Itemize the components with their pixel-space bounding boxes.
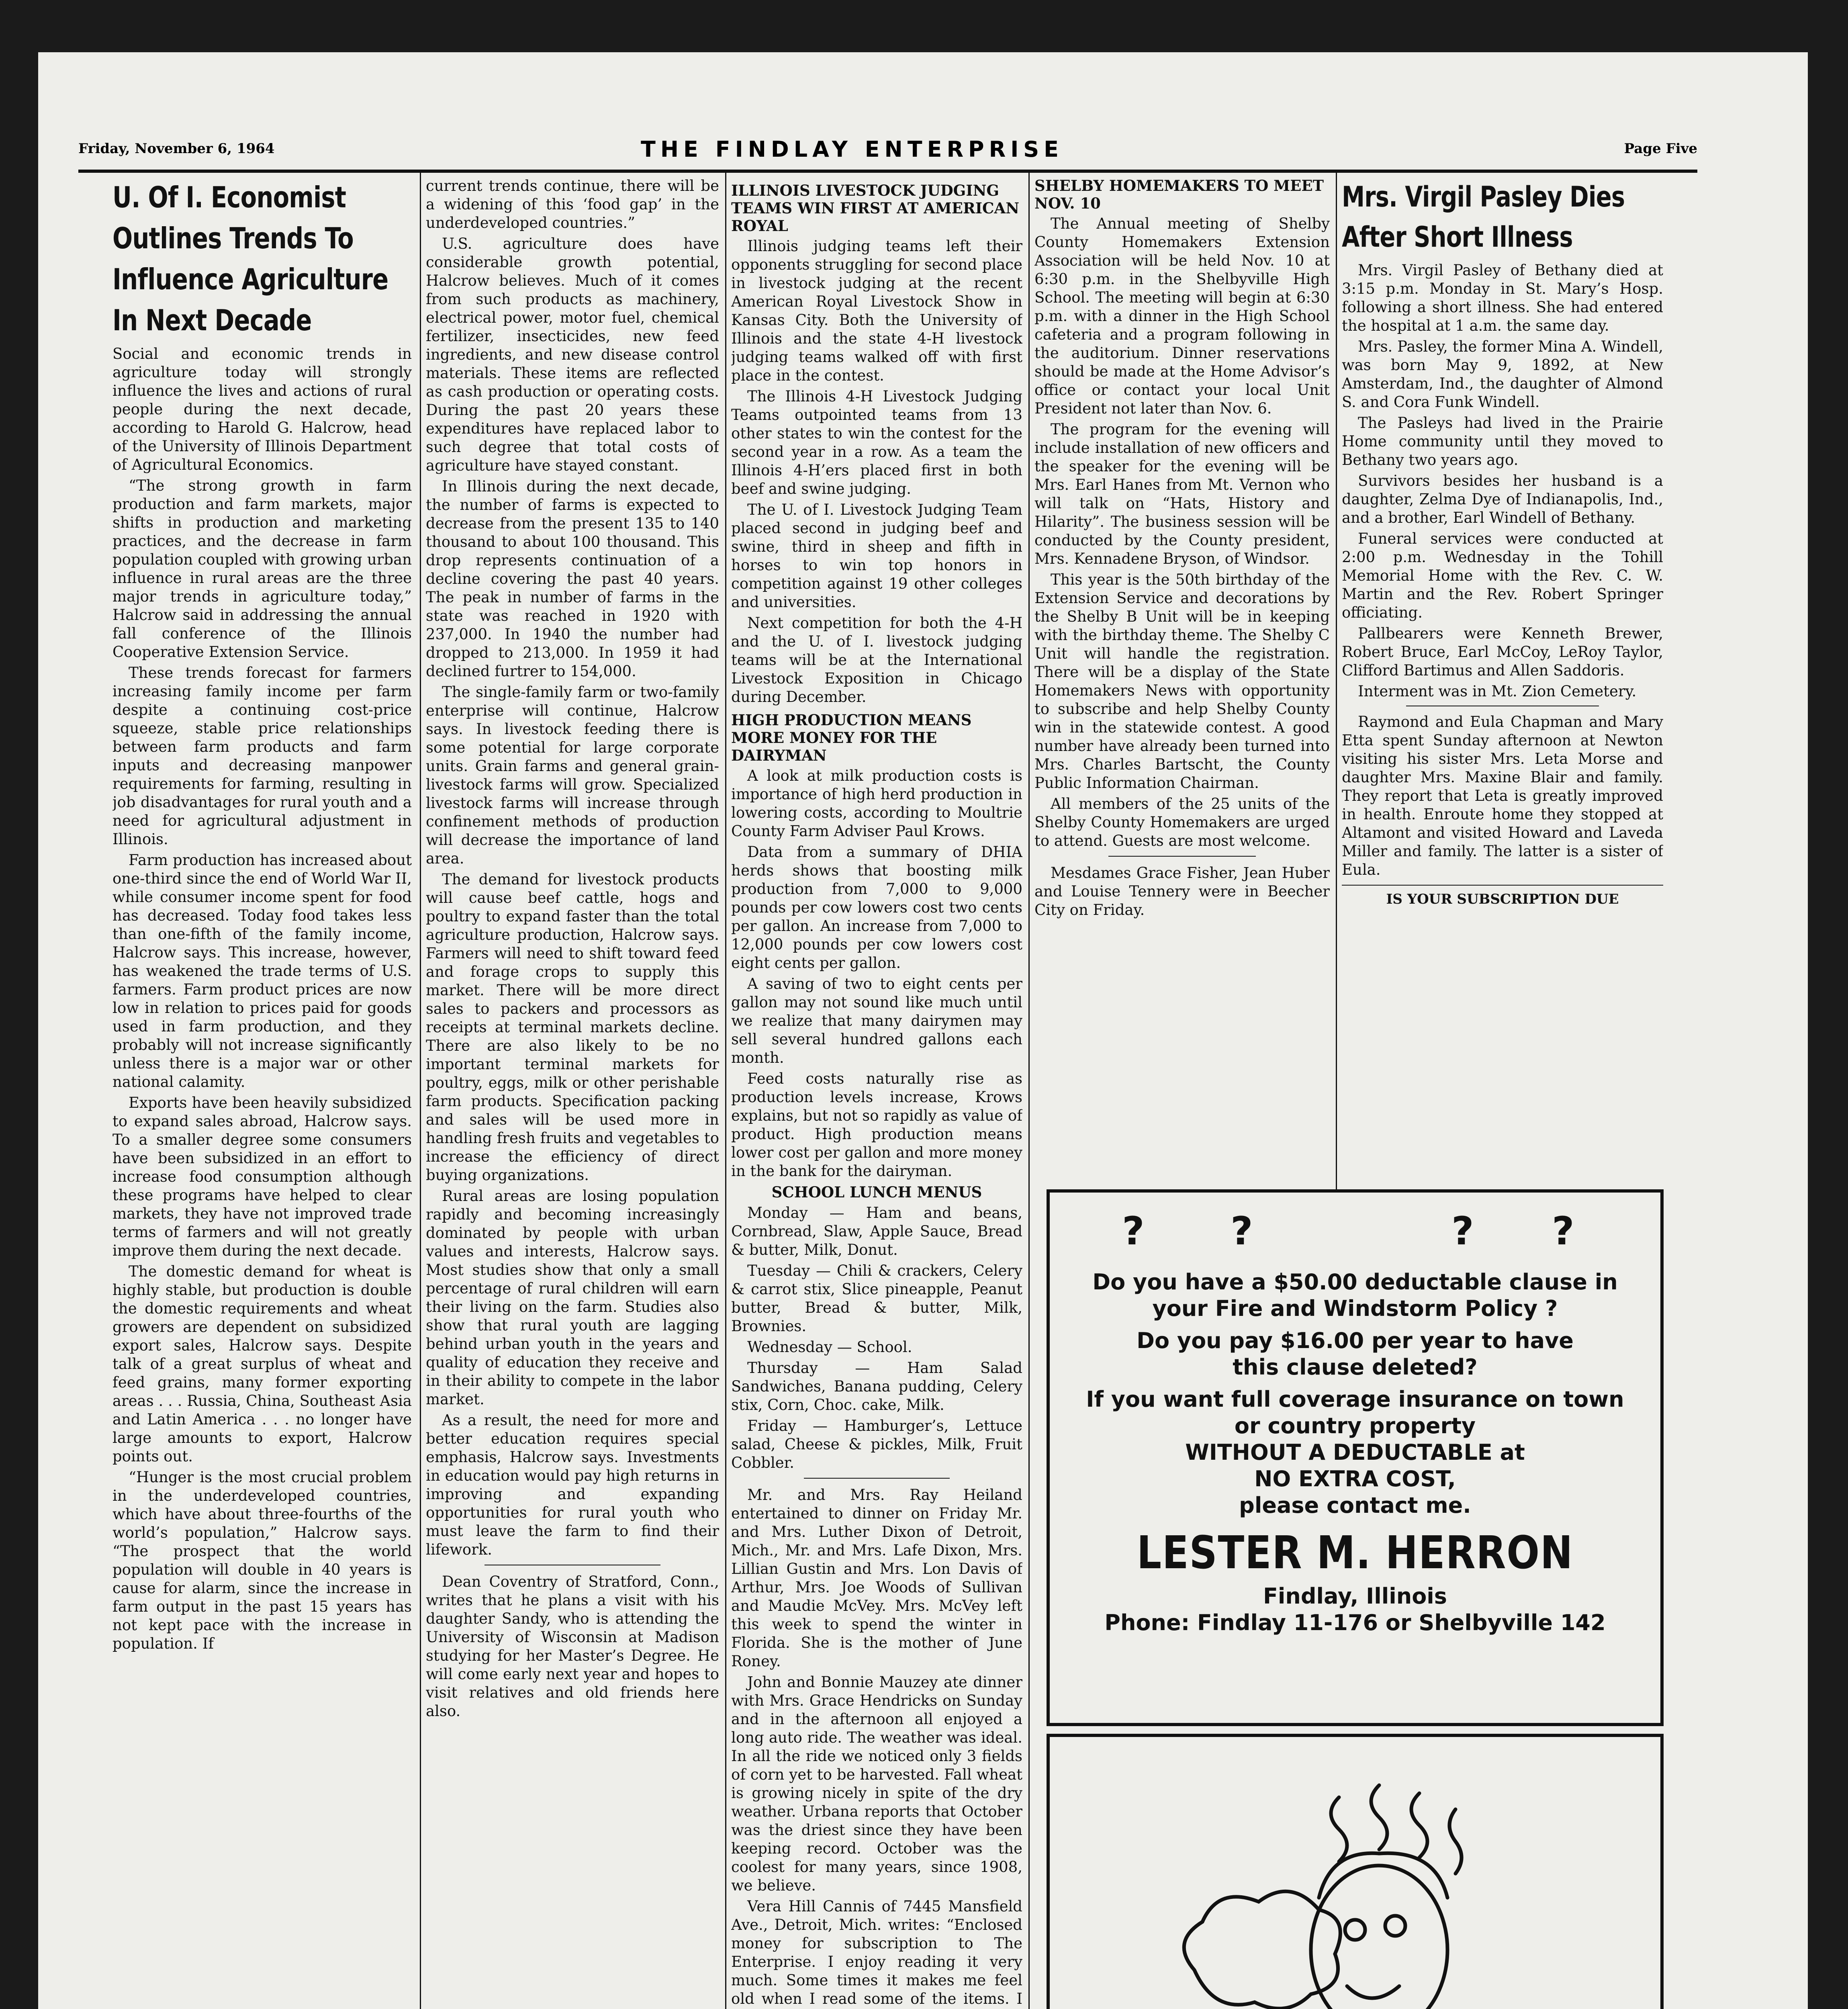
lunch-item: Wednesday — School. xyxy=(747,1338,912,1356)
article-obituary xyxy=(1342,177,1663,1205)
paragraph: Mrs. Virgil Pasley of Bethany died at 3:15 p.m. Monday in St. Mary’s Hosp. following a short illness. She had entered the hospital at 1 a.m. the same day. xyxy=(1342,262,1663,334)
paragraph: Farm production has increased about one-third since the end of World War II, while consumer income spent for food has decreased. Today food takes less than one-fifth of the family income, Halcrow says. This increase, however, has weakened the trade terms of U.S. farmers. Farm product prices are now low in relation to prices paid for goods used in farm production, and they probably will not increase significantly unless there is a major war or other national calamity. xyxy=(112,851,412,1090)
paragraph: Survivors besides her husband is a daughter, Zelma Dye of Indianapolis, Ind., and a brother, Earl Windell of Bethany. xyxy=(1342,472,1663,526)
paragraph: The Annual meeting of Shelby County Homemakers Extension Association will be held Nov. 10 at 6:30 p.m. in the Shelbyville High School. The meeting will begin at 6:30 p.m. with a dinner in the High School cafeteria and a program following in the auditorium. Dinner reservations should be made at the Home Advisor’s office or contact your local Unit President not later than Nov. 6. xyxy=(1034,215,1330,417)
headline-economist: U. Of I. Economist Outlines Trends To Influence Agriculture In Next Decade xyxy=(112,180,388,337)
ad-line: or country property xyxy=(1234,1413,1476,1438)
paragraph: Vera Hill Cannis of 7445 Mansfield Ave., Detroit, Mich. writes: “Enclosed money for subscription to The Enterprise. I enjoy reading it very much. Some times it makes me feel old when I read some of the items. I xyxy=(731,1898,1022,2007)
paragraph: Pallbearers were Kenneth Brewer, Robert Bruce, Earl McCoy, LeRoy Taylor, Clifford Bartimus and Allen Saddoris. xyxy=(1342,625,1663,679)
newspaper-page xyxy=(38,52,1808,2009)
headline-milk: HIGH PRODUCTION MEANS MORE MONEY FOR THE DAIRYMAN xyxy=(731,711,972,764)
paragraph: Interment was in Mt. Zion Cemetery. xyxy=(1358,683,1637,700)
paragraph: These trends forecast for farmers increasing family income per farm despite a continuing cost-price squeeze, stable price relationships between farm products and farm inputs and decreasing manpower requirements for farming, resulting in job disadvantages for rural youth and a need for agricultural adjustment in Illinois. xyxy=(112,664,412,848)
paragraph: A saving of two to eight cents per gallon may not sound like much until we realize that many dairymen may sell several hundred gallons each month. xyxy=(731,975,1022,1066)
article-economist-col2 xyxy=(426,177,719,2009)
paragraph: The program for the evening will include installation of new officers and the speaker for the evening will be Mrs. Earl Hanes from Mt. Vernon who will talk on “Hats, History and Hilarity”. The business session will be conducted by the County president, Mrs. Kennadene Bryson, of Windsor. xyxy=(1034,421,1330,567)
headline-homemakers: SHELBY HOMEMAKERS TO MEET NOV. 10 xyxy=(1034,177,1324,212)
paragraph: Rural areas are losing population rapidly and becoming increasingly dominated by people with urban values and interests, Halcrow says. Most studies show that only a small percentage of rural children will earn their living on the farm. Studies also show that rural youth are lagging behind urban youth in the years and quality of education they receive and in their ability to compete in the labor market. xyxy=(426,1187,719,1408)
paragraph: All members of the 25 units of the Shelby County Homemakers are urged to attend. Guests are most welcome. xyxy=(1034,795,1330,849)
lunch-item: Friday — Hamburger’s, Lettuce salad, Cheese & pickles, Milk, Fruit Cobbler. xyxy=(731,1417,1022,1471)
column-3 xyxy=(731,177,1022,2009)
paragraph: current trends continue, there will be a widening of this ‘food gap’ in the underdeveloped countries.” xyxy=(426,177,719,231)
subscription-note: IS YOUR SUBSCRIPTION DUE xyxy=(1386,891,1619,907)
herron-insurance-ad xyxy=(1047,1189,1664,1726)
platt-jewelers-ad xyxy=(1047,1734,1664,2009)
paragraph: U.S. agriculture does have considerable growth potential, Halcrow believes. Much of it comes from such products as machinery, electrical power, motor fuel, chemical fertilizer, insecticides, new feed ingredients, and new disease control materials. These items are reflected as cash production or operating costs. During the past 20 years these expenditures have replaced labor to such degree that total costs of agriculture have stayed constant. xyxy=(426,235,719,474)
ad-line: If you want full coverage insurance on town xyxy=(1086,1387,1624,1412)
eye xyxy=(1385,1916,1405,1936)
article-economist-col1 xyxy=(112,177,412,2009)
ad-line: your Fire and Windstorm Policy ? xyxy=(1152,1296,1558,1321)
header-date: Friday, November 6, 1964 xyxy=(78,141,275,157)
steam-line xyxy=(1411,1793,1427,1858)
agent-phone: Phone: Findlay 11-176 or Shelbyville 142 xyxy=(1104,1610,1606,1635)
shaving-man-illustration xyxy=(1138,1761,1572,2009)
paragraph: The demand for livestock products will cause beef cattle, hogs and poultry to expand faster than the total agriculture production, Halcrow says. Farmers will need to shift toward feed and forage crops to supply this market. There will be more direct sales to packers and processors as receipts at terminal markets decline. There are also likely to be no important terminal markets for poultry, eggs, milk or other perishable farm products. Specification packing and sales will be used more in handling fresh fruits and vegetables to increase the efficiency of direct buying organizations. xyxy=(426,871,719,1184)
lunch-item: Monday — Ham and beans, Cornbread, Slaw, Apple Sauce, Bread & butter, Milk, Donut. xyxy=(731,1204,1022,1258)
newspaper-title: THE FINDLAY ENTERPRISE xyxy=(641,137,1064,162)
paragraph: As a result, the need for more and better education requires special emphasis, Halcrow says. Investments in education would pay high returns in improving and expanding opportunities for rural youth who must leave the farm to find their lifework. xyxy=(426,1412,719,1558)
steam-line xyxy=(1449,1809,1462,1874)
column-rule-3 xyxy=(1028,173,1030,2009)
ad-line: please contact me. xyxy=(1239,1493,1471,1518)
paragraph: The Pasleys had lived in the Prairie Home community until they moved to Bethany two years ago. xyxy=(1342,414,1663,468)
lunch-item: Tuesday — Chili & crackers, Celery & carrot stix, Slice pineapple, Peanut butter, Bread & butter, Milk, Brownies. xyxy=(731,1262,1022,1335)
paragraph: Next competition for both the 4-H and the U. of I. livestock judging teams will be at the International Livestock Exposition in Chicago during December. xyxy=(731,614,1022,706)
header-rule xyxy=(78,170,1697,173)
page-header xyxy=(78,137,1697,169)
paragraph-chapman: Raymond and Eula Chapman and Mary Etta spent Sunday afternoon at Newton visiting his sister Mrs. Leta Morse and daughter Mrs. Maxine Blair and family. They report that Leta is greatly improved in health. Enroute home they stopped at Altamont and visited Howard and Laveda Miller and family. The latter is a sister of Eula. xyxy=(1342,713,1663,878)
steam-line xyxy=(1371,1785,1387,1849)
steam-line xyxy=(1331,1797,1347,1862)
column-rule-1 xyxy=(420,173,421,2009)
paragraph: Mesdames Grace Fisher, Jean Huber and Louise Tennery were in Beecher City on Friday. xyxy=(1034,864,1330,919)
paragraph: “Hunger is the most crucial problem in the underdeveloped countries, which have about three-fourths of the world’s population,” Halcrow says. “The prospect that the world population will double in 40 years is cause for alarm, since the increase in farm output in the past 15 years has not kept pace with the increase in population. If xyxy=(112,1469,412,1652)
head xyxy=(1311,1866,1447,2009)
ad-line: Do you have a $50.00 deductable clause in xyxy=(1092,1269,1618,1295)
eye xyxy=(1345,1920,1365,1940)
paragraph: Exports have been heavily subsidized to expand sales abroad, Halcrow says. To a smaller degree some consumers have been subsidized in an effort to increase food consumption although these programs have helped to clear markets, they have not improved trade terms of farmers and will not greatly improve them during the next decade. xyxy=(112,1094,412,1259)
question-mark: ? xyxy=(1451,1209,1474,1254)
spray-cloud xyxy=(1184,1891,1340,2009)
page-number: Page Five xyxy=(1624,141,1697,157)
question-mark: ? xyxy=(1552,1209,1574,1254)
paragraph-dean-coventry: Dean Coventry of Stratford, Conn., writes that he plans a visit with his daughter Sandy, who is attending the University of Wisconsin at Madison studying for her Master’s Degree. He will come early next year and hopes to visit relatives and old friends here also. xyxy=(426,1573,719,1720)
question-mark: ? xyxy=(1231,1209,1253,1254)
paragraph: John and Bonnie Mauzey ate dinner with Mrs. Grace Hendricks on Sunday and in the afternoon all enjoyed a long auto ride. The weather was ideal. In all the ride we noticed only 3 fields of corn yet to be harvested. Fall wheat is growing nicely in spite of the dry weather. Urbana reports that October was the driest since they have been keeping record. October was the coolest for many years, since 1908, we believe. xyxy=(731,1673,1022,1894)
article-homemakers xyxy=(1034,177,1330,1197)
headline-obituary: Mrs. Virgil Pasley Dies After Short Illness xyxy=(1342,180,1625,254)
headline-livestock: ILLINOIS LIVESTOCK JUDGING TEAMS WIN FIRST AT AMERICAN ROYAL xyxy=(731,182,1020,235)
paragraph: The U. of I. Livestock Judging Team placed second in judging beef and swine, third in sheep and fifth in horses to win top honors in competition against 19 other colleges and universities. xyxy=(731,501,1022,611)
paragraph: Feed costs naturally rise as production levels increase, Krows explains, but not so rapidly as value of product. High production means lower cost per gallon and more money in the bank for the dairyman. xyxy=(731,1070,1022,1180)
paragraph: Data from a summary of DHIA herds shows that boosting milk production from 7,000 to 9,000 pounds per cow lowers cost two cents per gallon. An increase from 7,000 to 12,000 pounds per cow lowers cost eight cents per gallon. xyxy=(731,843,1022,972)
mouth xyxy=(1347,1986,1399,1998)
paragraph: Funeral services were conducted at 2:00 p.m. Wednesday in the Tohill Memorial Home with the Rev. C. W. Martin and the Rev. Robert Springer officiating. xyxy=(1342,530,1663,621)
paragraph: A look at milk production costs is importance of high herd production in lowering costs, according to Moultrie County Farm Adviser Paul Krows. xyxy=(731,767,1022,840)
ad-line: this clause deleted? xyxy=(1233,1354,1478,1380)
paragraph: The single-family farm or two-family enterprise will continue, Halcrow says. In livestock feeding there is some potential for large corporate units. Grain farms and general grain-livestock farms will grow. Specialized livestock farms will increase through confinement methods of production will decrease the importance of land area. xyxy=(426,683,719,867)
paragraph: The domestic demand for wheat is highly stable, but production is double the domestic requirements and wheat growers are dependent on subsidized export sales, Halcrow says. Despite talk of a great surplus of wheat and feed grains, many former exporting areas . . . Russia, China, Southeast Asia and Latin America . . . no longer have large amounts to export, Halcrow points out. xyxy=(112,1263,412,1465)
paragraph: “The strong growth in farm production and farm markets, major shifts in production and marketing practices, and the decrease in farm population coupled with growing urban influence in rural areas are the three major trends in agriculture today,” Halcrow said in addressing the annual fall conference of the Illinois Cooperative Extension Service. xyxy=(112,477,412,661)
ad-line: NO EXTRA COST, xyxy=(1254,1466,1456,1491)
lunch-item: Thursday — Ham Salad Sandwiches, Banana pudding, Celery stix, Corn, Choc. cake, Milk. xyxy=(731,1359,1022,1414)
paragraph: This year is the 50th birthday of the Extension Service and decorations by the Shelby B Unit will be in keeping with the birthday theme. The Shelby C Unit will handle the registration. There will be a display of the State Homemakers News with opportunity to subscribe and help Shelby County win in the statewide contest. A good number have already been turned into Mrs. Charles Bartscht, the County Public Information Chairman. xyxy=(1034,571,1330,792)
column-rule-4 xyxy=(1336,173,1337,1201)
paragraph: The Illinois 4-H Livestock Judging Teams outpointed teams from 13 other states to win the contest for the second year in a row. As a team the Illinois 4-H’ers placed first in both beef and swine judging. xyxy=(731,388,1022,497)
agent-name: LESTER M. HERRON xyxy=(1137,1527,1574,1579)
lunch-menu-title: SCHOOL LUNCH MENUS xyxy=(771,1183,982,1201)
question-mark: ? xyxy=(1122,1209,1145,1254)
ad-line: WITHOUT A DEDUCTABLE at xyxy=(1185,1440,1525,1465)
paragraph: Mr. and Mrs. Ray Heiland entertained to dinner on Friday Mr. and Mrs. Luther Dixon of Detroit, Mich., Mr. and Mrs. Lafe Dixon, Mrs. Lillian Gustin and Mrs. Lon Davis of Arthur, Mrs. Joe Woods of Sullivan and Maudie McVey. Mrs. McVey left this week to spend the winter in Florida. She is the mother of June Roney. xyxy=(731,1486,1022,1670)
paragraph: Illinois judging teams left their opponents struggling for second place in livestock judging at the recent American Royal Livestock Show in Kansas City. Both the University of Illinois and the state 4-H livestock judging teams walked off with first place in the contest. xyxy=(731,237,1022,384)
paragraph: Social and economic trends in agriculture today will strongly influence the lives and actions of rural people during the next decade, according to Harold G. Halcrow, head of the University of Illinois Department of Agricultural Economics. xyxy=(112,345,412,473)
paragraph: Mrs. Pasley, the former Mina A. Windell, was born May 9, 1892, at New Amsterdam, Ind., the daughter of Almond S. and Cora Funk Windell. xyxy=(1342,338,1663,411)
agent-town: Findlay, Illinois xyxy=(1263,1583,1447,1609)
ad-line: Do you pay $16.00 per year to have xyxy=(1137,1328,1574,1353)
column-rule-2 xyxy=(725,173,726,2009)
paragraph: In Illinois during the next decade, the number of farms is expected to decrease from the present 135 to 140 thousand to about 100 thousand. This drop represents continuation of a decline covering the past 40 years. The peak in number of farms in the state was reached in 1920 with 237,000. In 1940 the number had dropped to 213,000. In 1959 it had declined furtrer to 154,000. xyxy=(426,478,719,680)
